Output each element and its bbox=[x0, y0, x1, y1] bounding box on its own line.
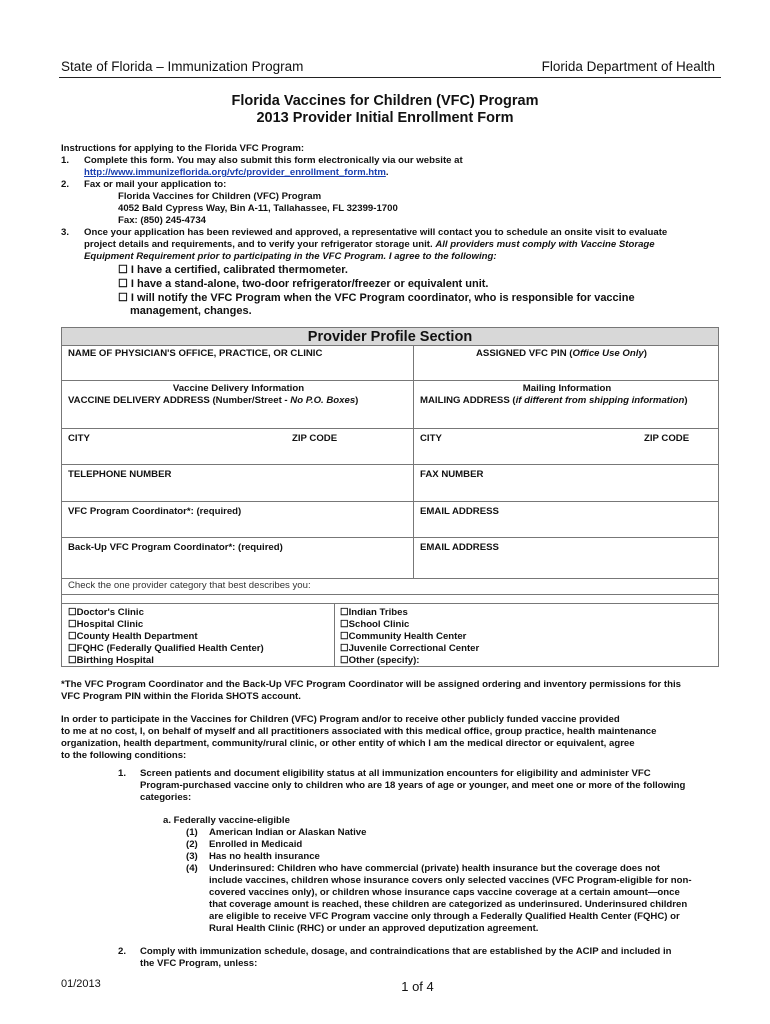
header-right: Florida Department of Health bbox=[541, 59, 715, 74]
sub-1-number: (1) bbox=[186, 827, 198, 838]
category-indian-tribes[interactable]: ☐Indian Tribes bbox=[340, 607, 408, 618]
step-2-number: 2. bbox=[61, 179, 70, 190]
vfc-pin-label: ASSIGNED VFC PIN ( bbox=[476, 348, 573, 359]
notify-checkbox[interactable]: ☐ I will notify the VFC Program when the VFC Program coordinator, who is responsible for vaccine bbox=[118, 292, 635, 304]
footer-date: 01/2013 bbox=[61, 978, 101, 990]
sub-4-line6: Rural Health Clinic (RHC) or under an approved deputization agreement. bbox=[209, 923, 539, 934]
condition-2-number: 2. bbox=[118, 946, 127, 957]
form-title-line1: Florida Vaccines for Children (VFC) Program bbox=[231, 93, 539, 109]
mailing-address-end: ) bbox=[684, 395, 688, 406]
category-doctors-clinic[interactable]: ☐Doctor's Clinic bbox=[68, 607, 144, 618]
header-left: State of Florida – Immunization Program bbox=[61, 59, 304, 74]
thermometer-checkbox[interactable]: ☐ I have a certified, calibrated thermometer. bbox=[118, 264, 348, 276]
delivery-address-end: ) bbox=[355, 395, 359, 406]
delivery-address-italic: No P.O. Boxes bbox=[290, 395, 356, 406]
coordinator-field[interactable] bbox=[61, 501, 414, 538]
delivery-address-field[interactable] bbox=[61, 380, 414, 429]
mail-address-line2: 4052 Bald Cypress Way, Bin A-11, Tallahassee, FL 32399-1700 bbox=[118, 203, 398, 214]
instructions-heading: Instructions for applying to the Florida VFC Program: bbox=[61, 143, 305, 154]
step-1-period: . bbox=[385, 167, 389, 178]
step-3-text-c: All providers must comply with Vaccine Storage bbox=[435, 239, 655, 250]
step-3-number: 3. bbox=[61, 227, 70, 238]
header-rule bbox=[59, 77, 721, 78]
condition-2-line2: the VFC Program, unless: bbox=[140, 958, 258, 969]
category-community-health-center[interactable]: ☐Community Health Center bbox=[340, 631, 467, 642]
coordinator-label: VFC Program Coordinator*: (required) bbox=[68, 506, 242, 517]
refrigerator-checkbox[interactable]: ☐ I have a stand-alone, two-door refrigerator/freezer or equivalent unit. bbox=[118, 278, 489, 290]
conditions-intro-1: In order to participate in the Vaccines for Children (VFC) Program and/or to receive other publicly funded vaccine provided bbox=[61, 714, 620, 725]
coordinator-email-label: EMAIL ADDRESS bbox=[420, 506, 499, 517]
sub-3-number: (3) bbox=[186, 851, 198, 862]
sub-3-text: Has no health insurance bbox=[209, 851, 320, 862]
step-3-text-b: project details and requirements, and to verify your refrigerator storage unit. bbox=[84, 239, 433, 250]
condition-1-line3: categories: bbox=[140, 792, 192, 803]
step-1-number: 1. bbox=[61, 155, 70, 166]
backup-email-label: EMAIL ADDRESS bbox=[420, 542, 499, 553]
category-prompt-row bbox=[61, 578, 719, 595]
fax-label: FAX NUMBER bbox=[420, 469, 484, 480]
vfc-pin-label-italic: Office Use Only bbox=[572, 348, 644, 359]
fax-number: Fax: (850) 245-4734 bbox=[118, 215, 206, 226]
delivery-city-zip-field[interactable] bbox=[61, 428, 414, 465]
notify-checkbox-cont: management, changes. bbox=[130, 305, 252, 317]
category-right-column bbox=[334, 603, 719, 667]
sub-1-text: American Indian or Alaskan Native bbox=[209, 827, 367, 838]
mailing-address-italic: if different from shipping information bbox=[515, 395, 685, 406]
vfc-pin-label-end: ) bbox=[643, 348, 647, 359]
mailing-address-label: MAILING ADDRESS ( bbox=[420, 395, 516, 406]
form-title-line2: 2013 Provider Initial Enrollment Form bbox=[256, 110, 514, 126]
category-juvenile-correctional[interactable]: ☐Juvenile Correctional Center bbox=[340, 643, 480, 654]
sub-4-line2: include vaccines, children whose insurance covers only selected vaccines (VFC Program-eligible for non- bbox=[209, 875, 692, 886]
category-other[interactable]: ☐Other (specify): bbox=[340, 655, 420, 666]
sub-4-number: (4) bbox=[186, 863, 198, 874]
step-2-text: Fax or mail your application to: bbox=[84, 179, 227, 190]
practice-name-label: NAME OF PHYSICIAN'S OFFICE, PRACTICE, OR CLINIC bbox=[68, 348, 323, 359]
mailing-city-zip-field[interactable] bbox=[413, 428, 719, 465]
backup-coordinator-label: Back-Up VFC Program Coordinator*: (required) bbox=[68, 542, 283, 553]
condition-1-number: 1. bbox=[118, 768, 127, 779]
vfc-pin-field[interactable] bbox=[413, 345, 719, 381]
category-left-column bbox=[61, 603, 335, 667]
conditions-intro-3: organization, health department, community/rural clinic, or other entity of which I am the medical director or equivalent, agree bbox=[61, 738, 635, 749]
step-3-text-a: Once your application has been reviewed and approved, a representative will contact you to schedule an onsite visit to evaluate bbox=[84, 227, 668, 238]
coordinator-note-line2: VFC Program PIN within the Florida SHOTS account. bbox=[61, 691, 301, 702]
delivery-heading: Vaccine Delivery Information bbox=[172, 383, 305, 394]
step-3-text-d: Equipment Requirement prior to participating in the VFC Program. I agree to the following: bbox=[84, 251, 497, 262]
step-1-text: Complete this form. You may also submit this form electronically via our website at bbox=[84, 155, 463, 166]
telephone-field[interactable] bbox=[61, 464, 414, 502]
delivery-address-label: VACCINE DELIVERY ADDRESS (Number/Street - bbox=[68, 395, 291, 406]
delivery-city-label: CITY bbox=[68, 433, 90, 444]
category-hospital-clinic[interactable]: ☐Hospital Clinic bbox=[68, 619, 144, 630]
condition-2-line1: Comply with immunization schedule, dosage, and contraindications that are established by the ACIP and included in bbox=[140, 946, 672, 957]
condition-1-line2: Program-purchased vaccine only to children who are 18 years of age or younger, and meet one or more of the following bbox=[140, 780, 686, 791]
sub-4-line4: that coverage amount is reached, these children are categorized as underinsured. Underinsured children bbox=[209, 899, 688, 910]
profile-section-title: Provider Profile Section bbox=[307, 329, 473, 345]
sub-4-line1: Underinsured: Children who have commercial (private) health insurance but the coverage does not bbox=[209, 863, 661, 874]
profile-section-header bbox=[61, 327, 719, 346]
backup-email-field[interactable] bbox=[413, 537, 719, 579]
mailing-heading: Mailing Information bbox=[522, 383, 612, 394]
category-county-health-dept[interactable]: ☐County Health Department bbox=[68, 631, 198, 642]
sub-2-number: (2) bbox=[186, 839, 198, 850]
sub-4-line5: are eligible to receive VFC Program vaccine only through a Federally Qualified Health Center (FQHC) or bbox=[209, 911, 680, 922]
condition-1-line1: Screen patients and document eligibility status at all immunization encounters for eligibility and administer VFC bbox=[140, 768, 651, 779]
fax-field[interactable] bbox=[413, 464, 719, 502]
enrollment-form-link[interactable]: http://www.immunizeflorida.org/vfc/provider_enrollment_form.htm bbox=[84, 167, 386, 178]
sub-4-line3: covered vaccines only), or children whose insurance caps vaccine coverage at a certain amount—once bbox=[209, 887, 680, 898]
category-prompt: Check the one provider category that best describes you: bbox=[68, 580, 311, 591]
coordinator-note-line1: *The VFC Program Coordinator and the Back-Up VFC Program Coordinator will be assigned ordering and inventory permissions for this bbox=[61, 679, 681, 690]
backup-coordinator-field[interactable] bbox=[61, 537, 414, 579]
practice-name-field[interactable] bbox=[61, 345, 414, 381]
conditions-intro-2: to me at no cost, I, on behalf of myself and all practitioners associated with this medical office, group practice, health maintenance bbox=[61, 726, 657, 737]
mailing-zip-label: ZIP CODE bbox=[644, 433, 690, 444]
mail-address-line1: Florida Vaccines for Children (VFC) Program bbox=[118, 191, 322, 202]
page-number: 1 of 4 bbox=[401, 979, 434, 994]
category-birthing-hospital[interactable]: ☐Birthing Hospital bbox=[68, 655, 154, 666]
condition-1a: a. Federally vaccine-eligible bbox=[163, 815, 290, 826]
category-school-clinic[interactable]: ☐School Clinic bbox=[340, 619, 410, 630]
telephone-label: TELEPHONE NUMBER bbox=[68, 469, 172, 480]
coordinator-email-field[interactable] bbox=[413, 501, 719, 538]
category-fqhc[interactable]: ☐FQHC (Federally Qualified Health Center) bbox=[68, 643, 264, 654]
conditions-intro-4: to the following conditions: bbox=[61, 750, 187, 761]
sub-2-text: Enrolled in Medicaid bbox=[209, 839, 303, 850]
mailing-city-label: CITY bbox=[420, 433, 442, 444]
mailing-address-field[interactable] bbox=[413, 380, 719, 429]
delivery-zip-label: ZIP CODE bbox=[292, 433, 338, 444]
